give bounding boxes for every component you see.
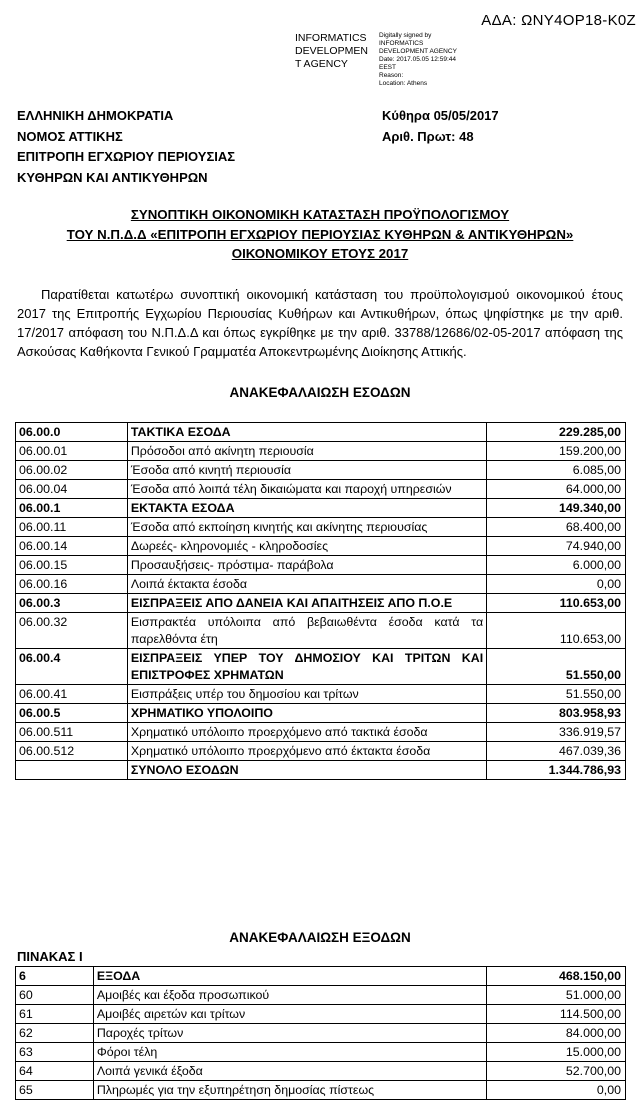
revenue-table xyxy=(15,422,626,780)
row-value: 74.940,00 xyxy=(487,537,626,556)
row-description: ΤΑΚΤΙΚΑ ΕΣΟΔΑ xyxy=(127,423,486,442)
row-description: Φόροι τέλη xyxy=(93,1043,486,1062)
row-code: 06.00.02 xyxy=(16,461,128,480)
table-row xyxy=(16,1005,626,1024)
table-row xyxy=(16,1062,626,1081)
table-row xyxy=(16,499,626,518)
row-value: 84.000,00 xyxy=(487,1024,626,1043)
row-code: 64 xyxy=(16,1062,94,1081)
row-value: 64.000,00 xyxy=(487,480,626,499)
row-value: 51.550,00 xyxy=(487,685,626,704)
signature-name-line: T AGENCY xyxy=(295,58,348,70)
issuer-block xyxy=(17,106,235,188)
issuer-line: ΚΥΘΗΡΩΝ ΚΑΙ ΑΝΤΙΚΥΘΗΡΩΝ xyxy=(17,169,208,185)
row-description: Πληρωμές για την εξυπηρέτηση δημοσίας πίστεως xyxy=(93,1081,486,1100)
row-value: 6.000,00 xyxy=(487,556,626,575)
row-code: 06.00.5 xyxy=(16,704,128,723)
row-description: Προσαυξήσεις- πρόστιμα- παράβολα xyxy=(127,556,486,575)
expenses-table xyxy=(15,966,626,1100)
document-title xyxy=(0,205,640,264)
row-code: 62 xyxy=(16,1024,94,1043)
row-code: 06.00.04 xyxy=(16,480,128,499)
title-line: ΤΟΥ Ν.Π.Δ.Δ «ΕΠΙΤΡΟΠΗ ΕΓΧΩΡΙΟΥ ΠΕΡΙΟΥΣΙΑΣ ΚΥΘΗΡΩΝ & ΑΝΤΙΚΥΘΗΡΩΝ» xyxy=(66,226,574,242)
row-value: 468.150,00 xyxy=(487,967,626,986)
row-description: Χρηματικό υπόλοιπο προερχόμενο από έκτακτα έσοδα xyxy=(127,742,486,761)
row-code: 06.00.16 xyxy=(16,575,128,594)
table-row xyxy=(16,704,626,723)
row-code: 06.00.4 xyxy=(16,649,128,685)
row-code: 06.00.01 xyxy=(16,442,128,461)
row-description: Εισπράξεις υπέρ του δημοσίου και τρίτων xyxy=(127,685,486,704)
row-description: Πρόσοδοι από ακίνητη περιουσία xyxy=(127,442,486,461)
signature-detail-line: Date: 2017.05.05 12:59:44 xyxy=(379,56,456,63)
row-value: 51.550,00 xyxy=(487,649,626,685)
table-row xyxy=(16,761,626,780)
title-line: ΟΙΚΟΝΟΜΙΚΟΥ ΕΤΟΥΣ 2017 xyxy=(231,246,409,261)
row-description: Δωρεές- κληρονομιές - κληροδοσίες xyxy=(127,537,486,556)
row-value: 0,00 xyxy=(487,575,626,594)
table-row xyxy=(16,442,626,461)
table-row xyxy=(16,649,626,685)
row-code: 06.00.0 xyxy=(16,423,128,442)
row-description: Χρηματικό υπόλοιπο προερχόμενο από τακτικά έσοδα xyxy=(127,723,486,742)
table-row xyxy=(16,986,626,1005)
row-value: 68.400,00 xyxy=(487,518,626,537)
row-description: Αμοιβές αιρετών και τρίτων xyxy=(93,1005,486,1024)
row-code: 06.00.14 xyxy=(16,537,128,556)
table-row xyxy=(16,423,626,442)
table-row xyxy=(16,685,626,704)
row-description: Αμοιβές και έξοδα προσωπικού xyxy=(93,986,486,1005)
table-row xyxy=(16,594,626,613)
row-value: 803.958,93 xyxy=(487,704,626,723)
table-row xyxy=(16,480,626,499)
document-date: Κύθηρα 05/05/2017 xyxy=(382,108,499,123)
row-value: 336.919,57 xyxy=(487,723,626,742)
table-row xyxy=(16,556,626,575)
row-description: Λοιπά γενικά έξοδα xyxy=(93,1062,486,1081)
row-code: 06.00.32 xyxy=(16,613,128,649)
title-line: ΣΥΝΟΠΤΙΚΗ ΟΙΚΟΝΟΜΙΚΗ ΚΑΤΑΣΤΑΣΗ ΠΡΟΫΠΟΛΟΓΙΣΜΟΥ xyxy=(130,207,510,222)
intro-paragraph: Παρατίθεται κατωτέρω συνοπτική οικονομική κατάσταση του προϋπολογισμού οικονομικού έτους 2017 της Επιτροπής Εγχωρίου Περιουσίας Κυθήρων και Αντικυθήρων, όπως ψηφίστηκε με την αριθ. 17/2017 απόφαση του Ν.Π.Δ.Δ και όπως εγκρίθηκε με την αριθ. 33788/12686/02-05-2017 απόφαση της Ασκούσας Καθήκοντα Γενικού Γραμματέα Αποκεντρωμένης Διοίκησης Αττικής. xyxy=(17,287,623,359)
signature-name-line: INFORMATICS xyxy=(295,32,367,44)
row-code: 06.00.1 xyxy=(16,499,128,518)
row-description: Έσοδα από εκποίηση κινητής και ακίνητης περιουσίας xyxy=(127,518,486,537)
row-code: 06.00.15 xyxy=(16,556,128,575)
row-description: ΧΡΗΜΑΤΙΚΟ ΥΠΟΛΟΙΠΟ xyxy=(127,704,486,723)
revenue-heading: ΑΝΑΚΕΦΑΛΑΙΩΣΗ ΕΣΟΔΩΝ xyxy=(229,385,411,400)
row-code: 06.00.511 xyxy=(16,723,128,742)
row-value: 1.344.786,93 xyxy=(487,761,626,780)
row-description: Έσοδα από κινητή περιουσία xyxy=(127,461,486,480)
row-code: 65 xyxy=(16,1081,94,1100)
row-description: ΕΚΤΑΚΤΑ ΕΣΟΔΑ xyxy=(127,499,486,518)
table-row xyxy=(16,967,626,986)
table-row xyxy=(16,1043,626,1062)
row-value: 467.039,36 xyxy=(487,742,626,761)
row-description: Εισπρακτέα υπόλοιπα από βεβαιωθέντα έσοδα κατά τα παρελθόντα έτη xyxy=(127,613,486,649)
signature-detail-line: Location: Athens xyxy=(379,80,428,87)
signature-name-line: DEVELOPMEN xyxy=(295,45,368,57)
row-description: ΕΞΟΔΑ xyxy=(93,967,486,986)
row-code: 06.00.3 xyxy=(16,594,128,613)
row-description: Έσοδα από λοιπά τέλη δικαιώματα και παροχή υπηρεσιών xyxy=(127,480,486,499)
row-value: 51.000,00 xyxy=(487,986,626,1005)
row-code: 61 xyxy=(16,1005,94,1024)
table-row xyxy=(16,742,626,761)
ada-code: ΑΔΑ: ΩΝΥ4ΟΡ18-Κ0Ζ xyxy=(481,12,636,29)
row-value: 229.285,00 xyxy=(487,423,626,442)
row-value: 6.085,00 xyxy=(487,461,626,480)
row-value: 149.340,00 xyxy=(487,499,626,518)
row-value: 52.700,00 xyxy=(487,1062,626,1081)
row-description: ΕΙΣΠΡΑΞΕΙΣ ΑΠΟ ΔΑΝΕΙΑ ΚΑΙ ΑΠΑΙΤΗΣΕΙΣ ΑΠΟ Π.Ο.Ε xyxy=(127,594,486,613)
row-description: ΣΥΝΟΛΟ ΕΣΟΔΩΝ xyxy=(127,761,486,780)
expenses-table-body xyxy=(16,967,626,1100)
signature-detail-line: Digitally signed by xyxy=(379,32,432,39)
row-value: 0,00 xyxy=(487,1081,626,1100)
row-value: 110.653,00 xyxy=(487,613,626,649)
signature-name xyxy=(295,32,377,71)
issuer-line: ΕΠΙΤΡΟΠΗ ΕΓΧΩΡΙΟΥ ΠΕΡΙΟΥΣΙΑΣ xyxy=(17,149,236,164)
revenue-table-body xyxy=(16,423,626,780)
table-row xyxy=(16,537,626,556)
row-code: 06.00.41 xyxy=(16,685,128,704)
row-code: 63 xyxy=(16,1043,94,1062)
row-code: 06.00.11 xyxy=(16,518,128,537)
row-value: 159.200,00 xyxy=(487,442,626,461)
row-value: 15.000,00 xyxy=(487,1043,626,1062)
table-row xyxy=(16,575,626,594)
row-value: 110.653,00 xyxy=(487,594,626,613)
protocol-number: Αριθ. Πρωτ: 48 xyxy=(382,128,474,144)
expenses-subheading: ΠΙΝΑΚΑΣ Ι xyxy=(17,949,83,964)
table-row xyxy=(16,613,626,649)
row-value: 114.500,00 xyxy=(487,1005,626,1024)
row-code xyxy=(16,761,128,780)
row-description: Παροχές τρίτων xyxy=(93,1024,486,1043)
signature-detail-line: INFORMATICS xyxy=(379,40,424,47)
row-code: 6 xyxy=(16,967,94,986)
date-protocol-block xyxy=(382,106,499,147)
table-row xyxy=(16,518,626,537)
expenses-heading: ΑΝΑΚΕΦΑΛΑΙΩΣΗ ΕΞΟΔΩΝ xyxy=(229,930,411,945)
signature-detail xyxy=(379,32,457,88)
table-row xyxy=(16,1081,626,1100)
issuer-line: ΝΟΜΟΣ ΑΤΤΙΚΗΣ xyxy=(17,128,123,144)
row-code: 06.00.512 xyxy=(16,742,128,761)
table-row xyxy=(16,1024,626,1043)
signature-detail-line: EEST xyxy=(379,64,396,71)
row-description: ΕΙΣΠΡΑΞΕΙΣ ΥΠΕΡ ΤΟΥ ΔΗΜΟΣΙΟΥ ΚΑΙ ΤΡΙΤΩΝ ΚΑΙ ΕΠΙΣΤΡΟΦΕΣ ΧΡΗΜΑΤΩΝ xyxy=(127,649,486,685)
table-row xyxy=(16,461,626,480)
row-description: Λοιπά έκτακτα έσοδα xyxy=(127,575,486,594)
digital-signature-stamp xyxy=(295,30,625,87)
signature-detail-line: DEVELOPMENT AGENCY xyxy=(379,48,457,55)
issuer-line: ΕΛΛΗΝΙΚΗ ΔΗΜΟΚΡΑΤΙΑ xyxy=(17,108,174,123)
table-row xyxy=(16,723,626,742)
row-code: 60 xyxy=(16,986,94,1005)
signature-detail-line: Reason: xyxy=(379,72,404,79)
